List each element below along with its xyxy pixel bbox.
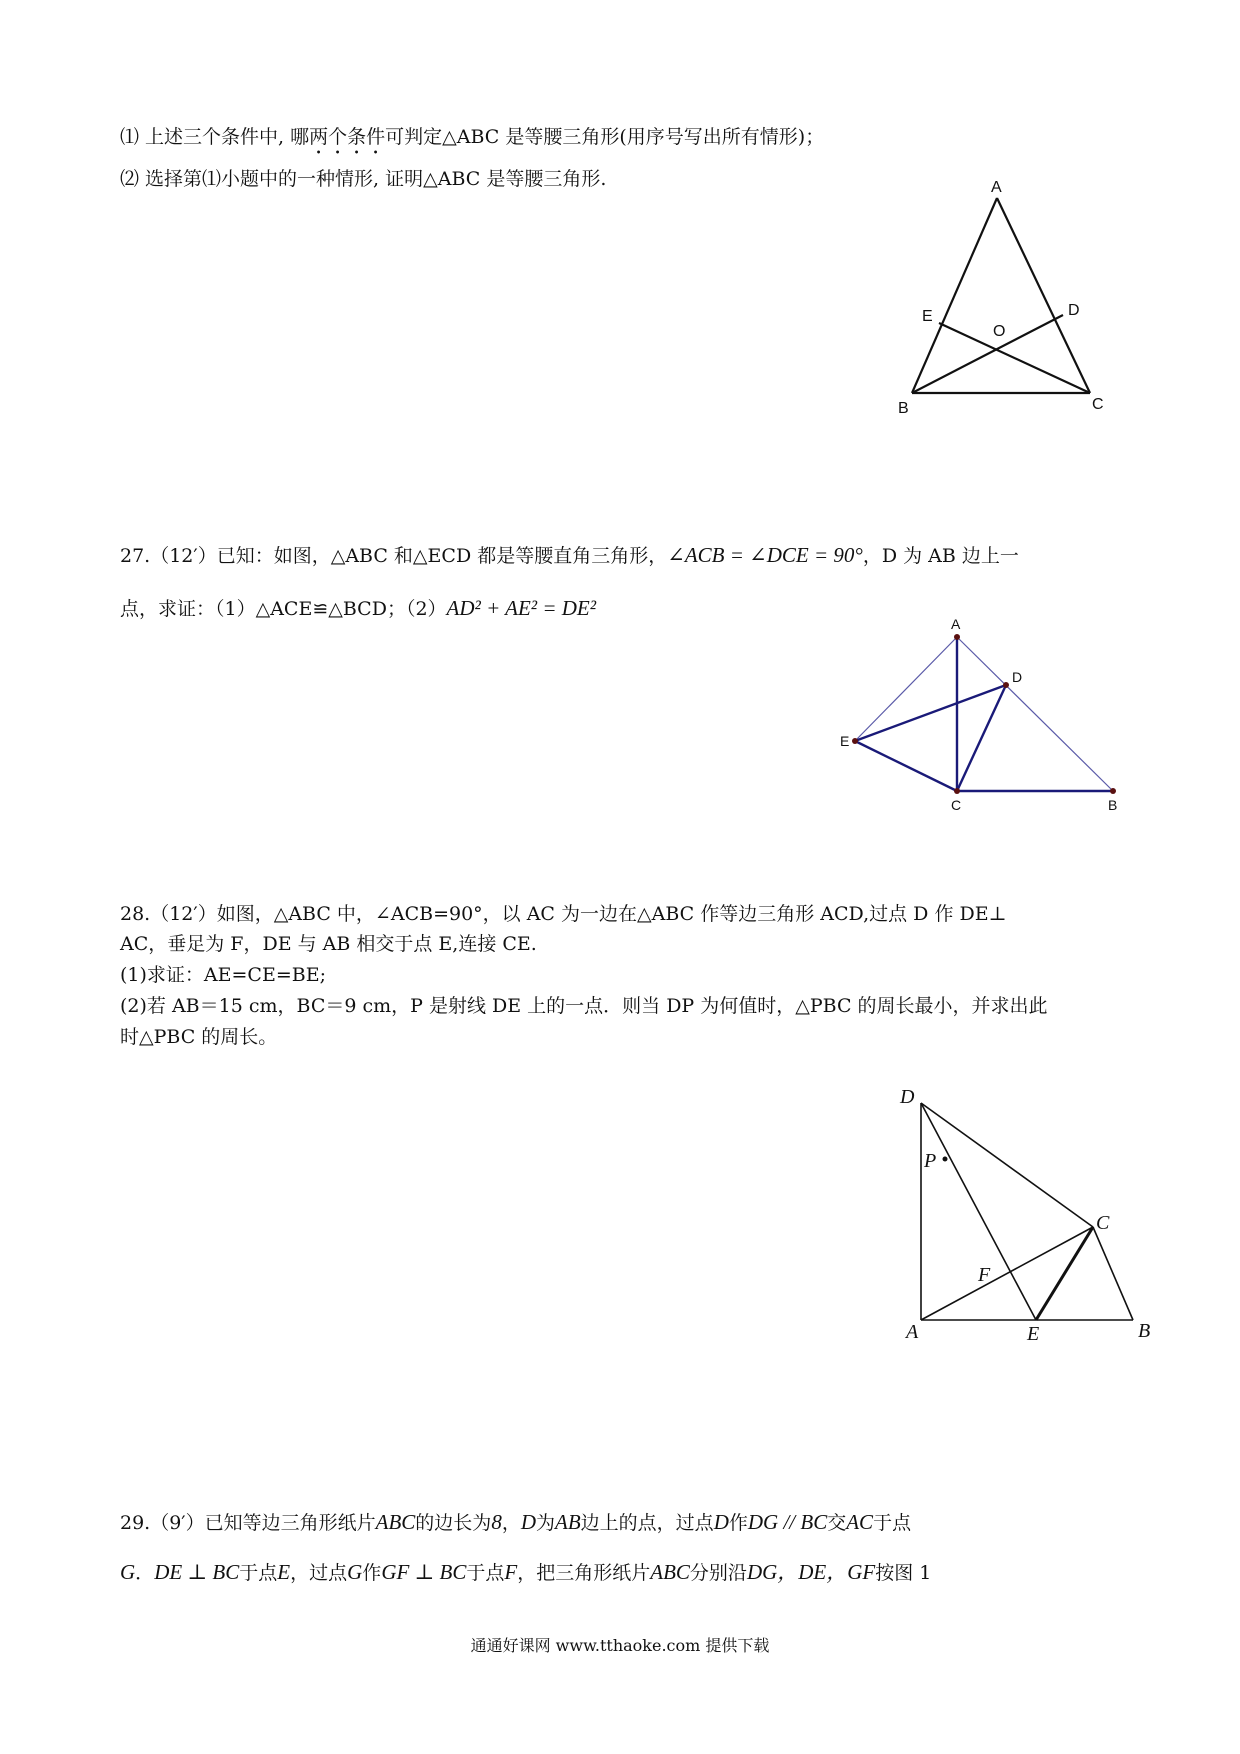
- q29-line1: [120, 1510, 911, 1535]
- q26-label-O: O: [993, 323, 1006, 340]
- q26-figure: [880, 170, 1140, 420]
- q29-text: ，过点: [290, 1562, 348, 1584]
- q26-part1: [120, 126, 824, 159]
- q26-label-B: B: [898, 400, 909, 417]
- q27-label-D: D: [1012, 669, 1023, 685]
- q29-text: 作: [362, 1562, 382, 1584]
- q27-square-formula: AD² + AE² = DE²: [446, 596, 597, 620]
- q28-line2: AC，垂足为 F，DE 与 AB 相交于点 E,连接 CE.: [120, 933, 537, 955]
- q29-text: 交: [827, 1512, 847, 1534]
- q27-angle-formula: ∠ACB = ∠DCE = 90°: [667, 543, 863, 567]
- q28-label-E: E: [1027, 1323, 1040, 1345]
- q28-label-D: D: [900, 1086, 915, 1108]
- q27-line1-text-a: 27.（12′）已知：如图，△ABC 和△ECD 都是等腰直角三角形，: [120, 545, 668, 567]
- q29-math: AC: [846, 1510, 874, 1534]
- q28-line5: 时△PBC 的周长。: [120, 1026, 278, 1048]
- q29-text: 作: [728, 1512, 748, 1534]
- q28-label-F: F: [978, 1264, 991, 1286]
- q27-figure: [840, 615, 1160, 815]
- q28-line4: (2)若 AB＝15 cm，BC＝9 cm，P 是射线 DE 上的一点．则当 DP 为何值时，△PBC 的周长最小，并求出此: [120, 995, 1048, 1017]
- q29-text: 的边长为: [415, 1512, 492, 1534]
- q29-math: 8: [491, 1510, 502, 1534]
- q27-line1-text-b: ，D 为 AB 边上一: [862, 545, 1019, 567]
- q27-line1: [120, 543, 1019, 568]
- q29-math: F: [504, 1560, 518, 1584]
- q29-math: GF ⊥ BC: [381, 1560, 467, 1584]
- q28-figure: [880, 1075, 1170, 1355]
- q29-line2: [120, 1560, 931, 1585]
- q29-math: G: [347, 1560, 363, 1584]
- q27-label-A: A: [951, 616, 961, 632]
- q29-text: ．: [135, 1562, 155, 1584]
- q28-label-C: C: [1096, 1212, 1110, 1234]
- q29-text: 按图 1: [875, 1562, 932, 1584]
- q29-math: D: [520, 1510, 536, 1534]
- q28-line1: 28.（12′）如图，△ABC 中，∠ACB=90°，以 AC 为一边在△ABC 作等边三角形 ACD,过点 D 作 DE⊥: [120, 903, 1007, 925]
- q29-math: ABC: [375, 1510, 416, 1534]
- q28-label-P: P: [924, 1150, 937, 1172]
- q26-label-C: C: [1092, 396, 1104, 413]
- q29-text: 于点: [239, 1562, 278, 1584]
- q29-math: ABC: [650, 1560, 690, 1584]
- q28-line3: (1)求证：AE=CE=BE;: [120, 964, 326, 986]
- q29-math: G: [120, 1560, 136, 1584]
- q29-text: 边上的点，过点: [580, 1512, 714, 1534]
- q28-label-B: B: [1138, 1320, 1151, 1342]
- q29-text: ，: [501, 1512, 521, 1534]
- q29-math: E: [277, 1560, 291, 1584]
- q27-label-C: C: [951, 797, 962, 813]
- q29-text: 于点: [873, 1512, 912, 1534]
- q26-label-A: A: [991, 179, 1002, 196]
- q27-line2: [120, 596, 596, 621]
- q27-label-B: B: [1108, 797, 1118, 813]
- q29-text: ，把三角形纸片: [517, 1562, 651, 1584]
- q29-text: 29.（9′）已知等边三角形纸片: [120, 1512, 376, 1534]
- q29-math: DG，DE，GF: [746, 1560, 876, 1584]
- page-footer: 通通好课网 www.tthaoke.com 提供下载: [470, 1636, 770, 1655]
- q27-label-E: E: [840, 733, 850, 749]
- q26-part1-text-b: 可判定△ABC 是等腰三角形(用序号写出所有情形)；: [385, 126, 825, 148]
- q29-text: 分别沿: [689, 1562, 747, 1584]
- q29-math: D: [713, 1510, 729, 1534]
- q29-math: DE ⊥ BC: [154, 1560, 240, 1584]
- q26-label-E: E: [922, 308, 933, 325]
- q29-text: 于点: [466, 1562, 505, 1584]
- q27-line2-text: 点，求证：（1）△ACE≌△BCD；（2）: [120, 598, 447, 620]
- q29-text: 为: [536, 1512, 556, 1534]
- q28-label-A: A: [906, 1321, 919, 1343]
- q29-math: AB: [555, 1510, 581, 1534]
- q26-part1-emphasis: 两个条件: [309, 126, 386, 148]
- q29-math: DG // BC: [747, 1510, 828, 1534]
- q26-label-D: D: [1068, 302, 1080, 319]
- q26-part1-text-a: ⑴ 上述三个条件中, 哪: [120, 126, 310, 148]
- q26-part2: ⑵ 选择第⑴小题中的一种情形, 证明△ABC 是等腰三角形.: [120, 168, 607, 190]
